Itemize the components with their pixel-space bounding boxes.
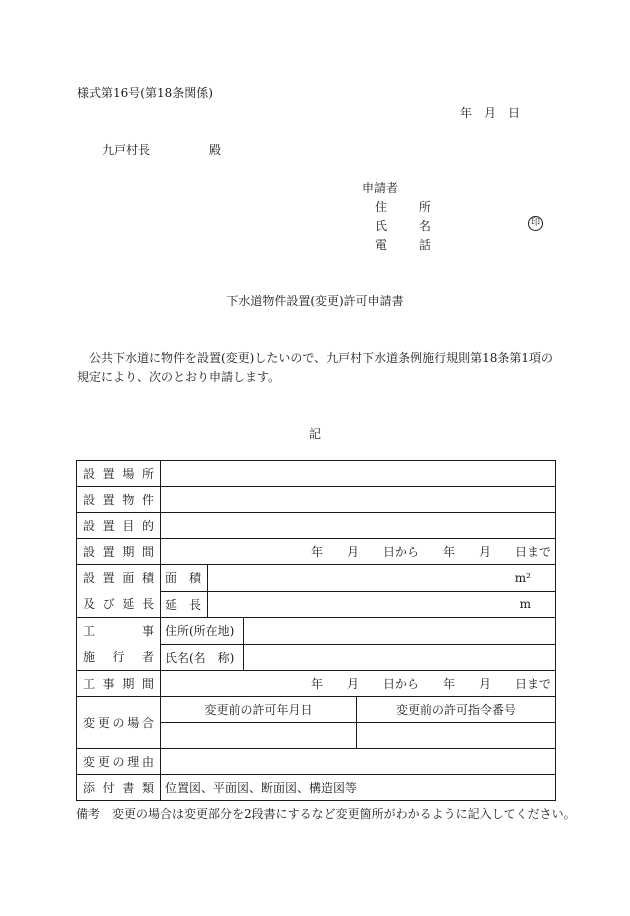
contractor-label	[77, 618, 161, 671]
contractor-address-label: 住所(所在地)	[161, 618, 244, 645]
area-label-line-1: 設置面積	[83, 571, 154, 585]
table-row	[77, 749, 556, 775]
form-number: 様式第16号(第18条関係)	[77, 86, 213, 100]
table-row	[77, 539, 556, 565]
table-row	[77, 487, 556, 513]
change-label: 変更の場合	[77, 697, 161, 749]
table-row	[77, 513, 556, 539]
location-label: 設置場所	[77, 461, 161, 487]
seal-mark: 印	[528, 216, 543, 231]
area-label-line-2: 及び延長	[83, 597, 154, 611]
change-number-field[interactable]	[357, 723, 556, 749]
table-row	[77, 671, 556, 697]
length-field[interactable]: m	[208, 591, 556, 618]
date-line: 年 月 日	[460, 106, 521, 120]
length-sub-label: 延 長	[161, 591, 208, 618]
reason-field[interactable]	[161, 749, 556, 775]
applicant-phone-label: 電 話	[375, 238, 445, 252]
area-label	[77, 565, 161, 618]
purpose-field[interactable]	[161, 513, 556, 539]
area-field[interactable]: m²	[208, 565, 556, 592]
table-row	[77, 618, 556, 645]
applicant-heading: 申請者	[362, 181, 399, 195]
change-number-header: 変更前の許可指令番号	[357, 697, 556, 723]
document-title: 下水道物件設置(変更)許可申請書	[226, 294, 404, 308]
attachments-value: 位置図、平面図、断面図、構造図等	[161, 775, 556, 801]
contractor-name-field[interactable]	[244, 644, 556, 671]
construction-period-label: 工事期間	[77, 671, 161, 697]
change-date-header: 変更前の許可年月日	[161, 697, 357, 723]
ki-heading: 記	[308, 427, 321, 441]
period-label: 設置期間	[77, 539, 161, 565]
contractor-address-field[interactable]	[244, 618, 556, 645]
location-field[interactable]	[161, 461, 556, 487]
object-field[interactable]	[161, 487, 556, 513]
addressee: 九戸村長	[102, 143, 151, 157]
attachments-label: 添付書類	[77, 775, 161, 801]
contractor-label-line-2: 施行者	[83, 650, 154, 664]
table-row	[77, 461, 556, 487]
application-table	[76, 460, 556, 801]
applicant-address-label: 住 所	[375, 200, 445, 214]
change-date-field[interactable]	[161, 723, 357, 749]
remarks-note: 備考 変更の場合は変更部分を2段書にするなど変更箇所がわかるように記入してください。	[76, 807, 576, 821]
period-field[interactable]: 年 月 日から 年 月 日まで	[161, 539, 556, 565]
object-label: 設置物件	[77, 487, 161, 513]
purpose-label: 設置目的	[77, 513, 161, 539]
construction-period-field[interactable]: 年 月 日から 年 月 日まで	[161, 671, 556, 697]
reason-label: 変更の理由	[77, 749, 161, 775]
area-sub-label: 面 積	[161, 565, 208, 592]
contractor-name-label: 氏名(名 称)	[161, 644, 244, 671]
applicant-name-label: 氏 名	[375, 219, 445, 233]
contractor-label-line-1: 工事	[83, 624, 154, 638]
table-row	[77, 565, 556, 592]
table-row	[77, 697, 556, 723]
table-row	[77, 775, 556, 801]
honorific: 殿	[209, 143, 222, 157]
document-body: 公共下水道に物件を設置(変更)したいので、九戸村下水道条例施行規則第18条第1項の規定により、次のとおり申請します。	[77, 351, 554, 384]
